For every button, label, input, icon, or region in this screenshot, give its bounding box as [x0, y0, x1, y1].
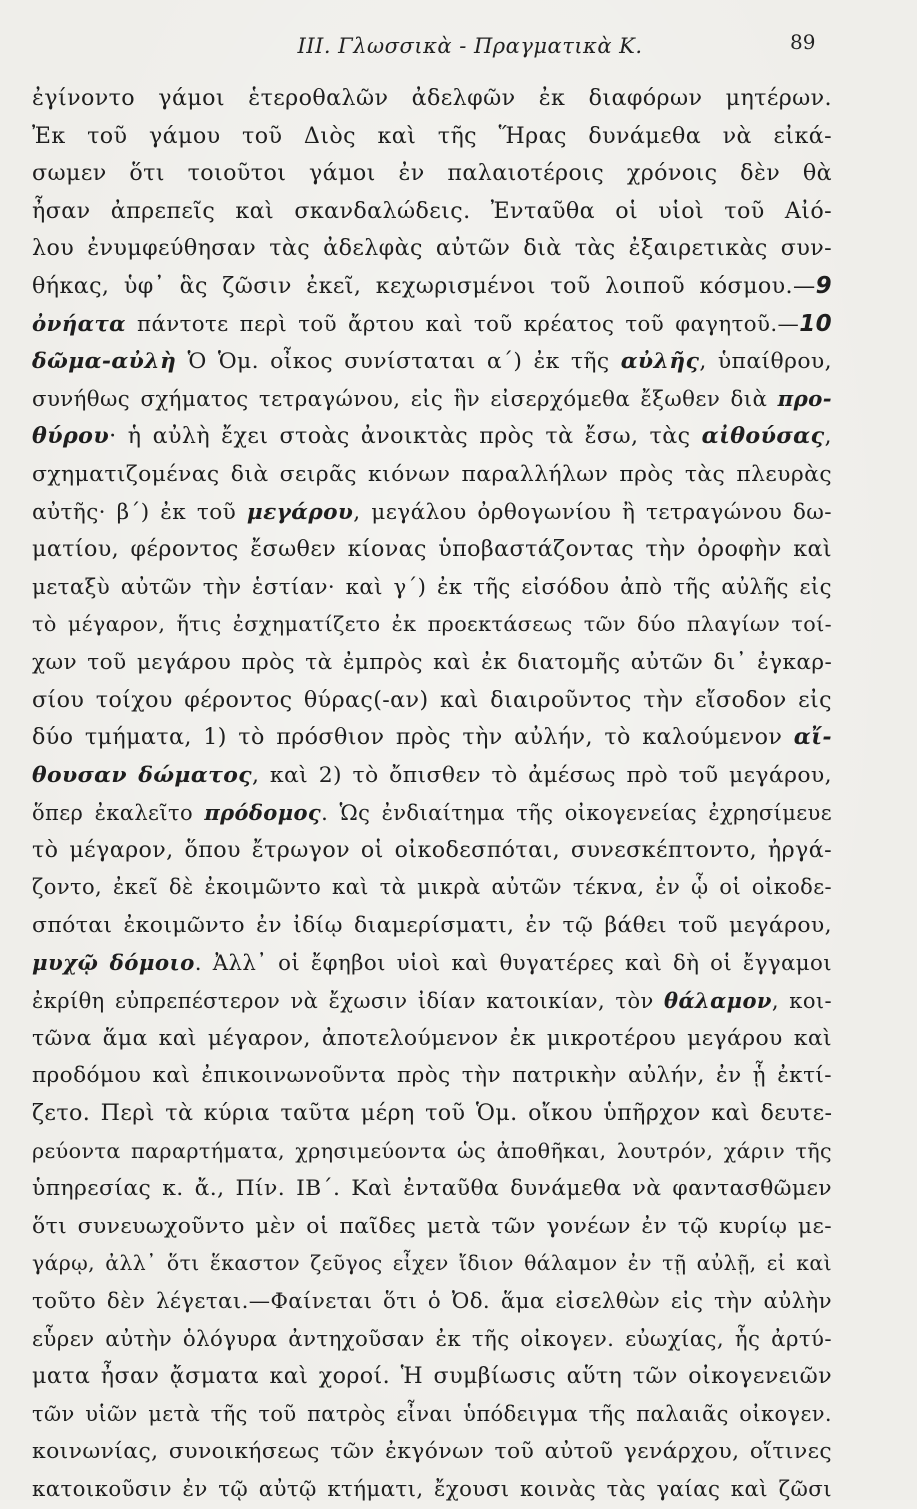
text-run: ζετο. Περὶ τὰ κύρια ταῦτα μέρη τοῦ Ὁμ. οἴκου ὑπῆρχον καὶ δευτε-	[32, 1100, 832, 1127]
text-line	[32, 945, 832, 983]
text-line	[32, 569, 832, 607]
text-line	[32, 343, 832, 381]
text-run: συνήθως σχήματος τετραγώνου, εἰς ἣν εἰσερχόμεθα ἔξωθεν διὰ	[32, 386, 778, 412]
text-run: ματίου, φέροντος ἔσωθεν κίονας ὑποβαστάζοντας τὴν ὀροφὴν καὶ	[32, 536, 832, 563]
text-run: ματα ἦσαν ᾄσματα καὶ χοροί. Ἡ συμβίωσις αὕτη τῶν οἰκογενειῶν	[32, 1363, 832, 1390]
text-run: αὐτῆς· β΄) ἐκ τοῦ	[32, 499, 247, 525]
text-line	[32, 118, 832, 156]
text-line	[32, 230, 832, 268]
text-run: ἐγίνοντο γάμοι ἑτεροθαλῶν ἀδελφῶν ἐκ διαφόρων μητέρων.	[32, 85, 832, 111]
glossed-term: αὐλῆς	[620, 348, 700, 375]
glossed-term: θουσαν δώματος	[32, 761, 252, 788]
glossed-term: αἰθούσας	[701, 423, 825, 450]
text-run: ρεύοντα παραρτήματα, χρησιμεύοντα ὡς ἀποθῆκαι, λουτρόν, χάριν τῆς	[32, 1138, 832, 1163]
glossed-term: δῶμα-αὐλὴ	[32, 348, 177, 375]
text-run: σχηματιζομένας διὰ σειρᾶς κιόνων παραλλήλων πρὸς τὰς πλευρὰς	[32, 461, 832, 487]
text-line	[32, 456, 832, 494]
text-run: λου ἐνυμφεύθησαν τὰς ἀδελφὰς αὐτῶν διὰ τὰς ἐξαιρετικὰς συν-	[32, 235, 832, 262]
glossed-term: προ-	[777, 386, 832, 412]
text-run: κοινωνίας, συνοικήσεως τῶν ἐκγόνων τοῦ αὐτοῦ γενάρχου, οἵτινες	[32, 1439, 832, 1465]
text-line	[32, 1170, 832, 1208]
text-run: χων τοῦ μεγάρου πρὸς τὰ ἐμπρὸς καὶ ἐκ διατομῆς αὐτῶν δι᾽ ἐγκαρ-	[32, 649, 832, 675]
text-line	[32, 193, 832, 231]
text-run: κατοικοῦσιν ἐν τῷ αὐτῷ κτήματι, ἔχουσι κοινὰς τὰς γαίας καὶ ζῶσι	[32, 1476, 832, 1502]
glossed-term: θάλαμον	[664, 988, 772, 1014]
text-line	[32, 1471, 832, 1509]
text-line	[32, 1433, 832, 1471]
text-run: μεταξὺ αὐτῶν τὴν ἑστίαν· καὶ γ΄) ἐκ τῆς εἰσόδου ἀπὸ τῆς αὐλῆς εἰς	[32, 574, 832, 600]
text-run: ὅτι συνευωχοῦντο μὲν οἱ παῖδες μετὰ τῶν γονέων ἐν τῷ κυρίῳ με-	[32, 1213, 832, 1239]
glossed-term: μεγάρου	[246, 499, 354, 525]
text-run: τοῦτο δὲν λέγεται.—Φαίνεται ὅτι ὁ Ὀδ. ἅμα εἰσελθὼν εἰς τὴν αὐλὴν	[32, 1289, 832, 1314]
text-line	[32, 1396, 832, 1434]
text-run: ἐκρίθη εὐπρεπέστερον νὰ ἔχωσιν ἰδίαν κατοικίαν, τὸν	[32, 989, 665, 1014]
text-run: ,	[824, 423, 832, 450]
text-run: ζοντο, ἐκεῖ δὲ ἐκοιμῶντο καὶ τὰ μικρὰ αὐτῶν τέκνα, ἐν ᾧ οἱ οἰκοδε-	[32, 875, 832, 900]
glossed-term: μυχῷ δόμοιο	[32, 950, 195, 976]
text-run: ἦσαν ἀπρεπεῖς καὶ σκανδαλώδεις. Ἐνταῦθα οἱ υἱοὶ τοῦ Αἰό-	[32, 197, 832, 224]
note-number: 10	[799, 310, 832, 337]
text-line	[32, 306, 832, 344]
text-run: τῶν υἱῶν μετὰ τῆς τοῦ πατρὸς εἶναι ὑπόδειγμα τῆς παλαιᾶς οἰκογεν.	[32, 1401, 832, 1426]
text-line	[32, 1283, 832, 1321]
text-run: γάρῳ, ἀλλ᾽ ὅτι ἕκαστον ζεῦγος εἶχεν ἴδιον θάλαμον ἐν τῇ αὐλῇ, εἰ καὶ	[32, 1251, 832, 1276]
text-line	[32, 494, 832, 532]
running-head: ΙΙΙ. Γλωσσικὰ - Πραγματικὰ Κ.	[297, 34, 643, 58]
text-run: · ἡ αὐλὴ ἔχει στοὰς ἀνοικτὰς πρὸς τὰ ἔσω, τὰς	[109, 423, 702, 450]
text-run: Ὁ Ὁμ. οἶκος συνίσταται α΄) ἐκ τῆς	[176, 349, 621, 375]
text-run: εὗρεν αὐτὴν ὁλόγυρα ἀντηχοῦσαν ἐκ τῆς οἰκογεν. εὐωχίας, ἧς ἀρτύ-	[32, 1326, 832, 1352]
text-line	[32, 1057, 832, 1095]
text-run: σπόται ἐκοιμῶντο ἐν ἰδίῳ διαμερίσματι, ἐν τῷ βάθει τοῦ μεγάρου,	[32, 913, 832, 939]
text-line	[32, 719, 832, 757]
text-line	[32, 1133, 832, 1171]
glossed-term: ὀνήατα	[32, 311, 126, 337]
text-line	[32, 644, 832, 682]
text-line	[32, 1321, 832, 1359]
text-line	[32, 869, 832, 907]
text-run: , μεγάλου ὀρθογωνίου ἢ τετραγώνου δω-	[353, 499, 832, 525]
text-run: , κοι-	[771, 989, 832, 1014]
text-line	[32, 757, 832, 795]
text-run: , ὑπαίθρου,	[699, 349, 832, 375]
glossed-term: θύρου	[32, 423, 110, 450]
text-run: Ἐκ τοῦ γάμου τοῦ Διὸς καὶ τῆς Ἥρας δυνάμεθα νὰ εἰκά-	[32, 122, 832, 149]
text-run: προδόμου καὶ ἐπικοινωνοῦντα πρὸς τὴν πατρικὴν αὐλήν, ἐν ᾗ ἐκτί-	[32, 1063, 832, 1089]
text-line	[32, 1020, 832, 1058]
body-text	[32, 80, 832, 1509]
text-line	[32, 1245, 832, 1283]
text-run: . Ὡς ἐνδιαίτημα τῆς οἰκογενείας ἐχρησίμευε	[321, 801, 832, 826]
text-line	[32, 794, 832, 832]
glossed-term: αἴ-	[793, 724, 832, 751]
text-run: τῶνα ἅμα καὶ μέγαρον, ἀποτελούμενον ἐκ μικροτέρου μεγάρου καὶ	[32, 1025, 832, 1051]
text-run: πάντοτε περὶ τοῦ ἄρτου καὶ τοῦ κρέατος τοῦ φαγητοῦ.—	[125, 311, 800, 337]
text-line	[32, 418, 832, 456]
text-line	[32, 80, 832, 118]
text-line	[32, 907, 832, 945]
text-run: σωμεν ὅτι τοιοῦτοι γάμοι ἐν παλαιοτέροις χρόνοις δὲν θὰ	[32, 160, 832, 187]
text-run: ὅπερ ἐκαλεῖτο	[32, 801, 205, 826]
glossed-term: πρόδομος	[204, 800, 322, 826]
text-line	[32, 982, 832, 1020]
text-line	[32, 531, 832, 569]
text-run: θήκας, ὑφ᾽ ἃς ζῶσιν ἐκεῖ, κεχωρισμένοι τοῦ λοιποῦ κόσμου.—	[32, 272, 816, 299]
text-line	[32, 155, 832, 193]
text-line	[32, 381, 832, 419]
text-line	[32, 268, 832, 306]
text-run: , καὶ 2) τὸ ὄπισθεν τὸ ἀμέσως πρὸ τοῦ μεγάρου,	[251, 762, 832, 788]
text-line	[32, 606, 832, 644]
text-line	[32, 1358, 832, 1396]
text-line	[32, 1095, 832, 1133]
text-line	[32, 1208, 832, 1246]
text-run: . Ἀλλ᾽ οἱ ἔφηβοι υἱοὶ καὶ θυγατέρες καὶ δὴ οἱ ἔγγαμοι	[194, 950, 832, 976]
note-number: 9	[815, 272, 832, 299]
text-line	[32, 682, 832, 720]
text-run: δύο τμήματα, 1) τὸ πρόσθιον πρὸς τὴν αὐλήν, τὸ καλούμενον	[32, 724, 794, 751]
text-run: τὸ μέγαρον, ὅπου ἔτρωγον οἱ οἰκοδεσπόται, συνεσκέπτοντο, ἠργά-	[32, 836, 832, 863]
page-number: 89	[790, 30, 816, 54]
text-run: σίου τοίχου φέροντος θύρας(-αν) καὶ διαιροῦντος τὴν εἴσοδον εἰς	[32, 686, 832, 713]
text-run: ὑπηρεσίας κ. ἄ., Πίν. ΙΒ΄. Καὶ ἐνταῦθα δυνάμεθα νὰ φαντασθῶμεν	[32, 1176, 832, 1202]
text-line	[32, 832, 832, 870]
text-run: τὸ μέγαρον, ἥτις ἐσχηματίζετο ἐκ προεκτάσεως τῶν δύο πλαγίων τοί-	[32, 612, 832, 637]
